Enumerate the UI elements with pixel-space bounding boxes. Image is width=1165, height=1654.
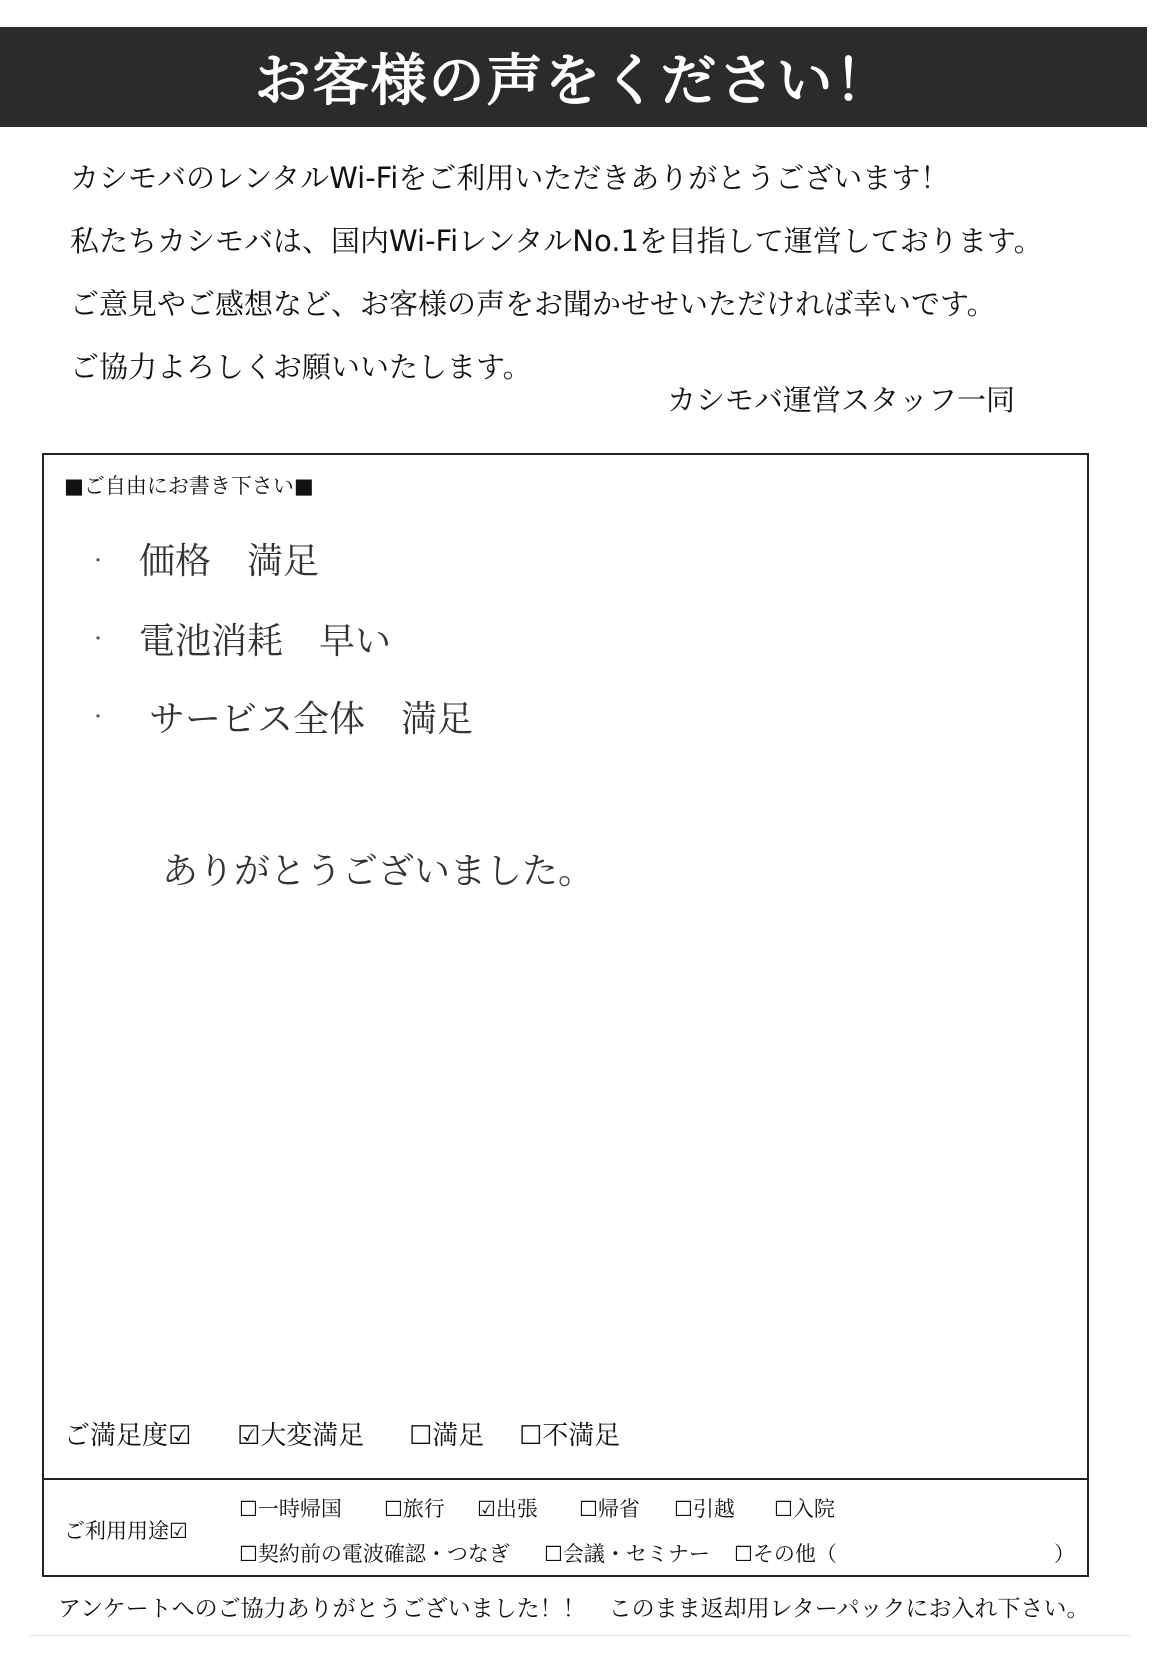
usage-option-hospitalization[interactable]: ☐入院 bbox=[774, 1497, 835, 1521]
handwritten-comment: サービス全体 満足 bbox=[149, 699, 474, 740]
intro-text bbox=[70, 158, 1090, 410]
handwritten-thanks: ありがとうございました。 bbox=[162, 851, 595, 892]
handwritten-comment: 電池消耗 早い bbox=[139, 621, 392, 662]
page-title: お客様の声をください！ bbox=[254, 49, 893, 114]
usage-other-close-paren: ） bbox=[1054, 1542, 1075, 1566]
bullet-dot: ・ bbox=[89, 551, 107, 572]
satisfaction-label: ご満足度☑ bbox=[64, 1421, 192, 1451]
usage-option-moving[interactable]: ☐引越 bbox=[674, 1497, 735, 1521]
section-divider bbox=[44, 1478, 1087, 1480]
intro-line: 私たちカシモバは、国内Wi-FiレンタルNo.1を目指して運営しております。 bbox=[70, 224, 1043, 258]
survey-form bbox=[42, 453, 1089, 1577]
bottom-rule bbox=[30, 1635, 1130, 1636]
satisfaction-option-satisfied[interactable]: ☐満足 bbox=[409, 1421, 485, 1451]
satisfaction-option-very-satisfied[interactable]: ☑大変満足 bbox=[237, 1421, 365, 1451]
staff-signature: カシモバ運営スタッフ一同 bbox=[667, 383, 1016, 417]
usage-option-homecoming[interactable]: ☐帰省 bbox=[579, 1497, 640, 1521]
free-comment-heading: ■ご自由にお書き下さい■ bbox=[64, 474, 314, 498]
usage-option-business-trip[interactable]: ☑出張 bbox=[477, 1497, 538, 1521]
bullet-dot: ・ bbox=[89, 629, 107, 650]
satisfaction-option-unsatisfied[interactable]: ☐不満足 bbox=[519, 1421, 621, 1451]
bullet-dot: ・ bbox=[89, 707, 107, 728]
usage-option-other[interactable]: ☐その他（ bbox=[734, 1542, 837, 1566]
intro-line: カシモバのレンタルWi-Fiをご利用いただきありがとうございます！ bbox=[70, 161, 950, 195]
handwritten-comment: 価格 満足 bbox=[139, 541, 320, 582]
usage-option-meeting-seminar[interactable]: ☐会議・セミナー bbox=[544, 1542, 710, 1566]
usage-option-temporary-return[interactable]: ☐一時帰国 bbox=[239, 1497, 342, 1521]
satisfaction-row bbox=[64, 1415, 1064, 1465]
usage-option-signal-check[interactable]: ☐契約前の電波確認・つなぎ bbox=[239, 1542, 510, 1566]
usage-option-travel[interactable]: ☐旅行 bbox=[384, 1497, 445, 1521]
header-banner bbox=[0, 27, 1147, 127]
usage-label: ご利用用途☑ bbox=[64, 1519, 188, 1543]
intro-line: ご意見やご感想など、お客様の声をお聞かせせいただければ幸いです。 bbox=[70, 287, 996, 321]
intro-line: ご協力よろしくお願いいたします。 bbox=[70, 350, 532, 384]
footer-note: アンケートへのご協力ありがとうございました！！ このまま返却用レターパックにお入れ下さい。 bbox=[58, 1596, 1090, 1622]
